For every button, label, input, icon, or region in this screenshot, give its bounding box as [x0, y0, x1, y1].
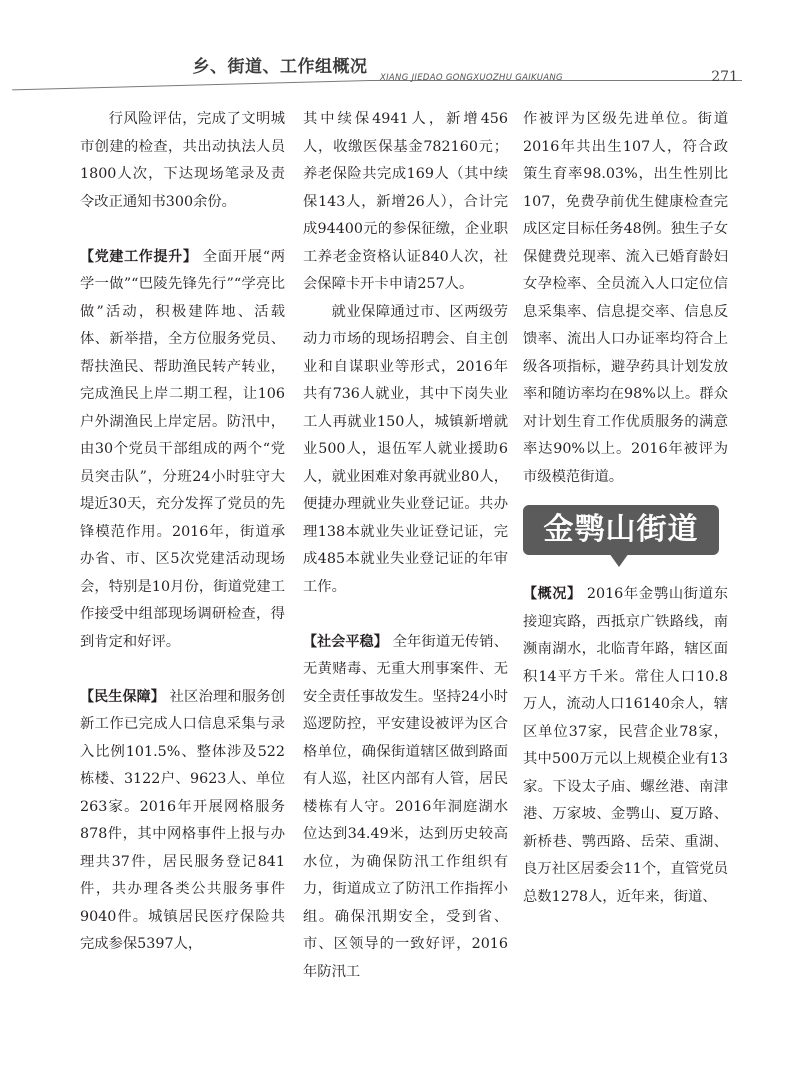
paragraph-continued: 行风险评估，完成了文明城市创建的检查，共出动执法人员1800人次，下达现场笔录及责令改正通知书300余份。 [80, 111, 285, 210]
paragraph-livelihood [80, 684, 285, 959]
banner-title: 金鹗山街道 [543, 512, 699, 547]
text-column-3 [523, 106, 728, 1066]
section-body-social-stability: 全年街道无传销、无黄赌毒、无重大刑事案件、无安全责任事故发生。坚持24小时巡逻防控，平安建设被评为区合格单位，确保街道辖区做到路面有人巡，社区内部有人管，居民楼栋有人守。2016年洞庭湖水位达到34.49米，达到历史较高水位，为确保防汛工作组织有力，街道成立了防汛工作指挥小组。确保汛期安全，受到省、市、区领导的一致好评，2016年防汛工 [303, 633, 508, 980]
paragraph-party-building [80, 244, 285, 657]
header-subtitle: XIANG JIEDAO GONGXUOZHU GAIKUANG [380, 73, 563, 83]
section-heading-party-building: 【党建工作提升】 [80, 248, 198, 265]
paragraph-social-stability [303, 629, 508, 987]
section-body-overview: 2016年金鹗山街道东接迎宾路，西抵京广铁路线，南濒南湖水，北临青年路，辖区面积14平方千米。常住人口10.8万人，流动人口16140余人，辖区单位37家，民营企业78家，其中500万元以上规模企业有13家。下设太子庙、螺丝港、南津港、万家坡、金鹗山、夏万路、新桥巷、鹗西路、岳荣、重湖、良万社区居委会11个，直管党员总数1278人，近年来，街道、 [523, 586, 728, 905]
header-title: 乡、街道、工作组概况 [192, 57, 368, 77]
section-banner [523, 505, 719, 555]
section-body-party-building: 全面开展“两学一做”“巴陵先锋先行”“学亮比做”活动，积极建阵地、活载体、新举措，全方位服务党员、帮扶渔民、帮助渔民转产转业，完成渔民上岸二期工程，让106户外湖渔民上岸定居。防汛中，由30个党员干部组成的两个“党员突击队”，分班24小时驻守大堤近30天，充分发挥了党员的先锋模范作用。2016年，街道承办省、市、区5次党建活动现场会，特别是10月份，街道党建工作接受中组部现场调研检查，得到肯定和好评。 [80, 248, 285, 650]
paragraph-family-planning: 作被评为区级先进单位。街道2016年共出生107人，符合政策生育率98.03%，出生性别比107，免费孕前优生健康检查完成区定目标任务48例。独生子女保健费兑现率、流入已婚育龄妇女孕检率、全员流入人口定位信息采集率、信息提交率、信息反馈率、流出人口办证率均符合上级各项指标，避孕药具计划发放率和随访率均在98%以上。群众对计划生育工作优质服务的满意率达90%以上。2016年被评为市级模范街道。 [523, 111, 728, 485]
paragraph-insurance: 其中续保4941人，新增456人，收缴医保基金782160元；养老保险共完成169人（其中续保143人，新增26人），合计完成94400元的参保征缴，企业职工养老金资格认证840人次，社会保障卡开卡申请257人。 [303, 111, 508, 292]
header-rule-left [12, 80, 370, 90]
section-heading-livelihood: 【民生保障】 [80, 688, 165, 705]
section-body-livelihood: 社区治理和服务创新工作已完成人口信息采集与录入比例101.5%、整体涉及522栋楼、3122户、9623人、单位263家。2016年开展网格服务878件，其中网格事件上报与办理共37件，居民服务登记841件，共办理各类公共服务事件9040件。城镇居民医疗保险共完成参保5397人， [80, 688, 285, 952]
page-number: 271 [711, 69, 738, 85]
paragraph-overview [523, 581, 728, 911]
section-heading-overview: 【概况】 [523, 586, 582, 602]
paragraph-employment: 就业保障通过市、区两级劳动力市场的现场招聘会、自主创业和自谋职业等形式，2016年共有736人就业，其中下岗失业工人再就业150人，城镇新增就业500人，退伍军人就业援助6人，就业困难对象再就业80人，便捷办理就业失业登记证。共办理138本就业失业证登记证，完成485本就业失业登记证的年审工作。 [303, 303, 508, 595]
text-column-2 [303, 106, 508, 1066]
text-column-1 [80, 106, 285, 1066]
banner-pointer [609, 553, 629, 567]
section-heading-social-stability: 【社会平稳】 [303, 633, 388, 650]
